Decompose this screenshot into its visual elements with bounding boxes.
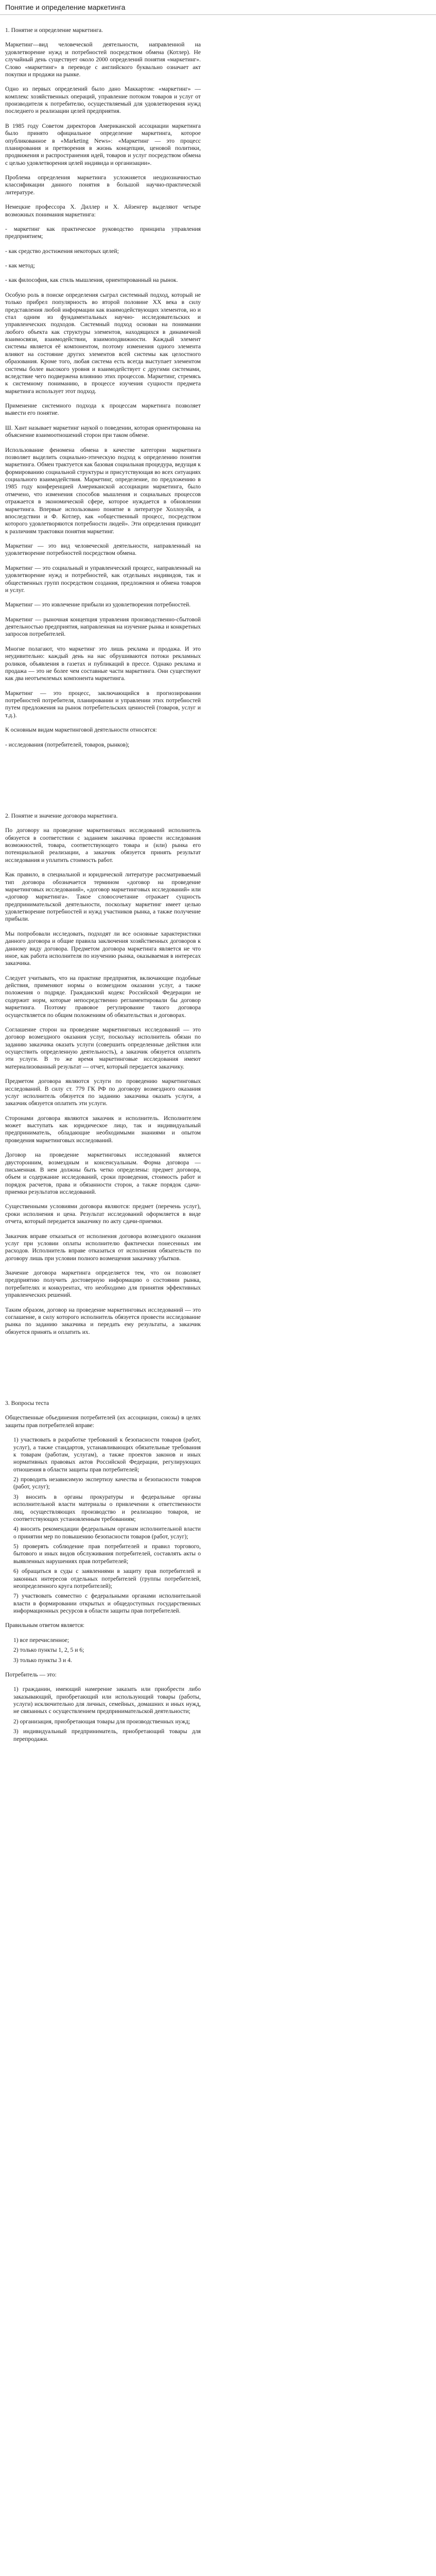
test-items-list (5, 1436, 201, 1615)
list-item: 7) участвовать совместно с федеральными органами исполнительной власти в формировании открытых и общедоступных государственных информационных ресурсов в области защиты прав потребителей. (13, 1592, 201, 1614)
paragraph: Применение системного подхода к процессам маркетинга позволяет вывести его понятие. (5, 402, 201, 417)
list-item: 1) гражданин, имеющий намерение заказать или приобрести либо заказывающий, приобретающий или использующий товары (работы, услуги) исключительно для личных, семейных, домашних и иных нужд, не связанных с осуществлением предпринимательской деятельности; (13, 1686, 201, 1715)
section-3-content (5, 1414, 201, 1743)
paragraph: Маркетинг — это процесс, заключающийся в прогнозировании потребностей потребителя, планировании и управлении этих потребностей путем предложения на рынок потребительских ценностей (товаров, услуг и т.д.). (5, 689, 201, 719)
list-item: 6) обращаться в суды с заявлениями в защиту прав потребителей и законных интересов отдельных потребителей (группы потребителей, неопределенного круга потребителей); (13, 1568, 201, 1589)
page-title: Понятие и определение маркетинга (5, 3, 126, 11)
question-text: Потребитель — это: (5, 1671, 57, 1678)
paragraph: Многие полагают, что маркетинг это лишь реклама и продажа. И это неудивительно: каждый день на нас обрушиваются потоки рекламных роликов, объявления в газетах и публикаций в прессе. Однако реклама и продажа — это не более чем составные части маркетинга. Они существуют как два неотъемлемых компонента маркетинга. (5, 645, 201, 682)
paragraph: Договор на проведение маркетинговых исследований является двусторонним, возмездным и консенсуальным. Форма договора — письменная. В нем должны быть четко определены: предмет договора, объем и содержание исследований, сроки проведения, стоимость работ и порядок расчетов, права и обязанности сторон, а также порядок сдачи-приемки результатов исследований. (5, 1151, 201, 1195)
paragraph: Таким образом, договор на проведение маркетинговых исследований — это соглашение, в силу которого исполнитель обязуется провести исследование рынка по заданию заказчика и передать ему результаты, а заказчик обязуется принять и оплатить их. (5, 1306, 201, 1335)
section-2-content (5, 827, 201, 1336)
question-text: Правильным ответом является: (5, 1622, 85, 1629)
list-item: 5) проверять соблюдение прав потребителей и правил торгового, бытового и иных видов обслуживания потребителей, составлять акты о выявленных нарушениях прав потребителей; (13, 1543, 201, 1565)
paragraph: В 1985 году Советом директоров Американской ассоциации маркетинга было принято официальное определение маркетинга, которое опубликованное в «Marketing News»: «Маркетинг — это процесс планирования и претворения в жизнь концепции, ценовой политики, продвижения и распространения идей, товаров и услуг посредством обмена с целью удовлетворения целей индивида и организации». (5, 122, 201, 166)
section-heading: 1. Понятие и определение маркетинга. (5, 27, 103, 33)
paragraph: Следует учитывать, что на практике предприятия, включающие подобные действия, применяют нормы о возмездном оказании услуг, а также положения о подряде. Гражданский кодекс Российской Федерации не содержит норм, которые непосредственно регламентировали бы договор маркетинга. Поэтому правовое регулирование такого договора осуществляется по общим положениям об обязательствах и договорах. (5, 974, 201, 1019)
paragraph: Одно из первых определений было дано Маккартом: «маркетинг» — комплекс хозяйственных операций, управление потоком товаров и услуг от производителя к потребителю, осуществляемый для удовлетворения нужд последнего и реализации целей предприятия. (5, 86, 201, 115)
section-spacer (5, 1343, 201, 1400)
list-item: 3) вносить в органы прокуратуры и федеральные органы исполнительной власти материалы о привлечении к ответственности лиц, осуществляющих производство и реализацию товаров, не соответствующих установленным требованиям; (13, 1493, 201, 1522)
list-item: 1) участвовать в разработке требований к безопасности товаров (работ, услуг), а также стандартов, устанавливающих обязательные требования к товарам (работам, услугам), а также проектов законов и иных нормативных правовых актов Российской Федерации, регулирующих отношения в области защиты прав потребителей; (13, 1436, 201, 1473)
paragraph: По договору на проведение маркетинговых исследований исполнитель обязуется в соответствии с заданием заказчика провести исследования возможностей, товара, соответствующего товара и (или) рынка его потенциальной реализации, а заказчик обязуется принять результат исследования и уплатить стоимость работ. (5, 827, 201, 863)
list-item: 2) проводить независимую экспертизу качества и безопасности товаров (работ, услуг); (13, 1476, 201, 1490)
list-item: 4) вносить рекомендации федеральным органам исполнительной власти о принятии мер по повышению безопасности товаров (работ, услуг); (13, 1526, 201, 1540)
paragraph: - как средство достижения некоторых целей; (5, 247, 119, 255)
paragraph: Значение договора маркетинга определяется тем, что он позволяет предприятию получить достоверную информацию о состоянии рынка, потребителях и конкурентах, что необходимо для принятия эффективных управленческих решений. (5, 1269, 201, 1299)
paragraph: Существенными условиями договора являются: предмет (перечень услуг), сроки исполнения и цена. Результат исследований оформляется в виде отчета, который передается заказчику по акту сдачи-приемки. (5, 1203, 201, 1225)
paragraph: Маркетинг—вид человеческой деятельности, направленной на удовлетворение нужд и потребностей посредством обмена (Котлер). Не случайный день существует около 2000 определений понятия «маркетинг». Слово «маркетинг» в переводе с английского буквально означает акт покупки и продажи на рынке. (5, 41, 201, 78)
paragraph: К основным видам маркетинговой деятельности относятся: (5, 726, 157, 734)
answer-options-list (5, 1637, 201, 1664)
list-item: 3) только пункты 3 и 4. (13, 1656, 72, 1664)
paragraph: Заказчик вправе отказаться от исполнения договора возмездного оказания услуг при условии оплаты исполнителю фактически понесенных им расходов. Исполнитель вправе отказаться от исполнения обязательств по договору лишь при условии полного возмещения заказчику убытков. (5, 1232, 201, 1262)
document-body (5, 27, 201, 2576)
title-divider (0, 14, 436, 15)
list-item: 2) организация, приобретающая товары для производственных нужд; (13, 1718, 190, 1725)
paragraph: Проблема определения маркетинга усложняется неоднозначностью классификации данного понятия в большой научно-практической литературе. (5, 174, 201, 196)
paragraph: Особую роль в поиске определения сыграл системный подход, который не только прибрел популярность во второй половине XX века в силу представления любой информации как взаимодействующих элементов, но и стал одним из фундаментальных научно- исследовательских и управленческих подходов. Системный подход основан на понимании любого объекта как структуры элементов, находящихся в динамичной взаимосвязи, взаимодействии, взаимоподвижности. Каждый элемент системы является её компонентом, поэтому изменения одного элемента влияют на состояние других элементов всей системы как целостного образования. Кроме того, любая система есть всегда выступает элементом системы более высокого уровня и взаимодействует с другими системами, вследствие чего подвержена влиянию этих процессов. Маркетинг, стремясь к системному пониманию, в процессе изучения сущности предмета маркетинга использует этот подход. (5, 291, 201, 395)
list-item: 3) индивидуальный предприниматель, приобретающий товары для перепродажи. (13, 1728, 201, 1742)
list-item: 2) только пункты 1, 2, 5 и 6; (13, 1647, 84, 1654)
paragraph: Ш. Хант называет маркетинг наукой о поведении, которая ориентирована на объяснение взаимоотношений сторон при таком обмене. (5, 424, 201, 439)
paragraph: Как правило, в специальной и юридической литературе рассматриваемый тип договора обозначается термином «договор на проведение маркетинговых исследований», «договор маркетинговых исследований» или «договор маркетинга». Такое словосочетание отражает сущность предпринимательской деятельности, поскольку маркетинг имеет целью удовлетворение потребностей и нужд участников рынка, а также получение прибыли. (5, 871, 201, 923)
paragraph: Соглашение сторон на проведение маркетинговых исследований — это договор возмездного оказания услуг, поскольку исполнитель обязан по заданию заказчика оказать услуги (совершить определенные действия или осуществить определенную деятельность), а заказчик обязуется оплатить эти услуги. В то же время маркетинговые исследования имеют материализованный результат — отчет, который передается заказчику. (5, 1026, 201, 1070)
question-text: Общественные объединения потребителей (их ассоциации, союзы) в целях защиты прав потребителей вправе: (5, 1414, 201, 1429)
paragraph: Немецкие профессора Х. Диллер и Х. Айзенгер выделяют четыре возможных понимания маркетинга: (5, 204, 201, 218)
answer-options-list (5, 1686, 201, 1743)
paragraph: Маркетинг — это социальный и управленческий процесс, направленный на удовлетворение нужд и потребностей, как отдельных индивидов, так и общественных групп посредством создания, предложения и обмена товаров и услуг. (5, 564, 201, 594)
paragraph: Маркетинг — это извлечение прибыли из удовлетворения потребностей. (5, 601, 191, 608)
section-heading: 2. Понятие и значение договора маркетинга. (5, 812, 118, 819)
paragraph: Маркетинг — рыночная концепция управления производственно-сбытовой деятельностью предприятия, направленная на изучение рынка и конкретных запросов потребителей. (5, 616, 201, 638)
section-heading: 3. Вопросы теста (5, 1400, 49, 1406)
paragraph: - как метод; (5, 262, 35, 269)
paragraph: Использование феномена обмена в качестве категории маркетинга позволяет выделить социально-этическую подход к определению понятия маркетинга. Обмен трактуется как базовая социальная процедура, ведущая к формированию социальной структуры и присутствующая во всех ситуациях социального взаимодействия. Маркетинг, определение, по предложению в 1985 году конференцией Американской ассоциации маркетинга, было отмечено, что изменения способов мышления и социальных процессов отражается в экономической сфере, которое нуждается в обновлении маркетинга. Впервые использовано понятие в литературе Холлоуэйя, а впоследствии и Ф. Котлер, как «общественный процесс, посредством которого удовлетворяются потребности людей». Эти определения приводит к различиям трактовки понятия маркетинг. (5, 446, 201, 535)
section-1-content (5, 41, 201, 749)
paragraph: - как философия, как стиль мышления, ориентированный на рынок. (5, 277, 178, 284)
paragraph: - маркетинг как практическое руководство принципа управления предприятием; (5, 225, 201, 240)
paragraph: Предметом договора являются услуги по проведению маркетинговых исследований. В силу ст. 779 ГК РФ по договору возмездного оказания услуг исполнитель обязуется по заданию заказчика оказать услуги, а заказчик обязуется оплатить эти услуги. (5, 1078, 201, 1107)
paragraph: Сторонами договора являются заказчик и исполнитель. Исполнителем может выступать как юридическое лицо, так и индивидуальный предприниматель, обладающие необходимыми знаниями и опытом проведения маркетинговых исследований. (5, 1114, 201, 1144)
list-item: 1) все перечисленное; (13, 1636, 69, 1643)
paragraph: Маркетинг — это вид человеческой деятельности, направленный на удовлетворение потребностей посредством обмена. (5, 543, 201, 557)
section-spacer (5, 756, 201, 812)
paragraph: - исследования (потребителей, товаров, рынков); (5, 741, 130, 748)
paragraph: Мы попробовали исследовать, подходят ли все основные характеристики данного договора и общие правила заключения хозяйственных договоров к данному виду договора. Предметом договора маркетинга является не что иное, как работа исполнителя по изучению рынка, оказываемая в интересах заказчика. (5, 930, 201, 967)
